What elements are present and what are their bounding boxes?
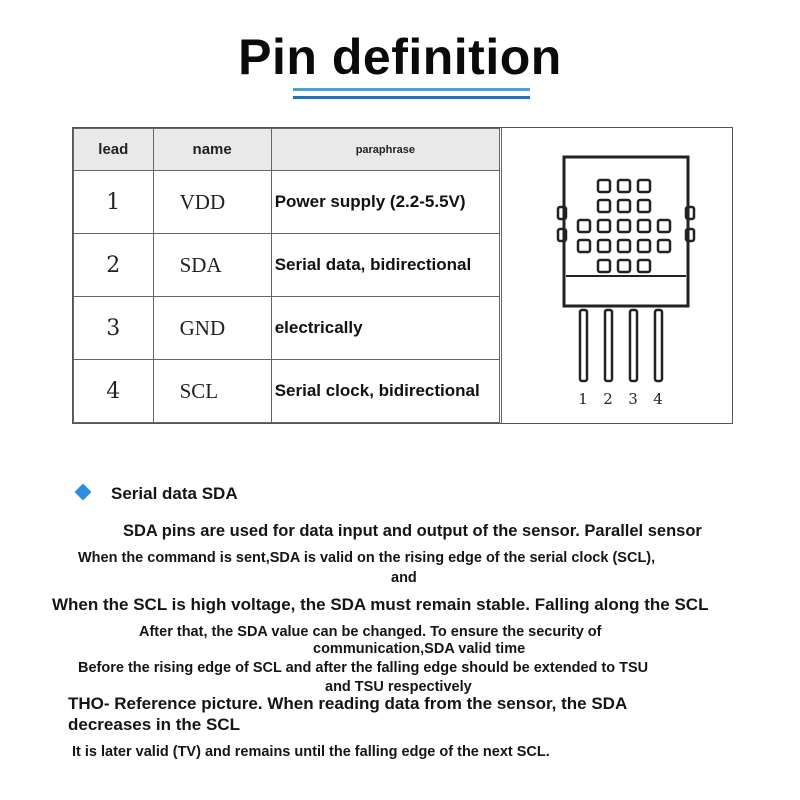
table-row <box>74 297 500 360</box>
table-header-row <box>74 129 500 171</box>
leg-label-3: 3 <box>628 390 638 408</box>
section-line: communication,SDA valid time <box>313 641 526 657</box>
leg-label-2: 2 <box>603 390 613 408</box>
pin-name: GND <box>153 297 271 360</box>
sensor-legs <box>580 310 662 381</box>
pin-name: VDD <box>153 171 271 234</box>
pin-name: SDA <box>153 234 271 297</box>
table-row <box>74 234 500 297</box>
section-line: When the command is sent,SDA is valid on the rising edge of the serial clock (SCL), <box>78 550 656 566</box>
table-row <box>74 360 500 423</box>
section-line: When the SCL is high voltage, the SDA must remain stable. Falling along the SCL <box>52 595 709 614</box>
section-line: SDA pins are used for data input and output of the sensor. Parallel sensor <box>123 522 702 540</box>
section-line: It is later valid (TV) and remains until the falling edge of the next SCL. <box>72 744 550 760</box>
pin-name: SCL <box>153 360 271 423</box>
title-underline-light <box>293 88 530 91</box>
pin-lead: 1 <box>74 171 154 234</box>
pin-table-panel <box>72 127 733 424</box>
diamond-bullet-icon <box>75 484 92 501</box>
pin-description: Serial data, bidirectional <box>271 234 499 297</box>
title-underline-dark <box>293 96 530 99</box>
section-line: Before the rising edge of SCL and after the falling edge should be extended to TSU <box>78 660 649 676</box>
side-tab <box>686 229 694 241</box>
section-line: and TSU respectively <box>325 679 472 695</box>
pin-table <box>73 128 500 423</box>
header-name: name <box>153 129 271 171</box>
section-line: decreases in the SCL <box>68 715 240 734</box>
side-tab <box>558 207 566 219</box>
section-line: and <box>391 570 417 586</box>
pin-lead: 4 <box>74 360 154 423</box>
page-title: Pin definition <box>238 29 562 85</box>
pin-lead: 3 <box>74 297 154 360</box>
sensor-package-diagram <box>501 128 734 423</box>
pin-description: electrically <box>271 297 499 360</box>
pin-description: Serial clock, bidirectional <box>271 360 499 423</box>
section-line: THO- Reference picture. When reading data from the sensor, the SDA <box>68 694 628 713</box>
leg-label-4: 4 <box>653 390 663 408</box>
pin-description: Power supply (2.2-5.5V) <box>271 171 499 234</box>
section-line: After that, the SDA value can be changed. To ensure the security of <box>139 624 602 640</box>
sensor-diagram-svg <box>502 128 734 423</box>
table-row <box>74 171 500 234</box>
side-tab <box>686 207 694 219</box>
pin-lead: 2 <box>74 234 154 297</box>
leg-label-1: 1 <box>578 390 588 408</box>
header-paraphrase: paraphrase <box>271 129 499 171</box>
header-lead: lead <box>74 129 154 171</box>
section-heading: Serial data SDA <box>111 484 238 503</box>
side-tab <box>558 229 566 241</box>
